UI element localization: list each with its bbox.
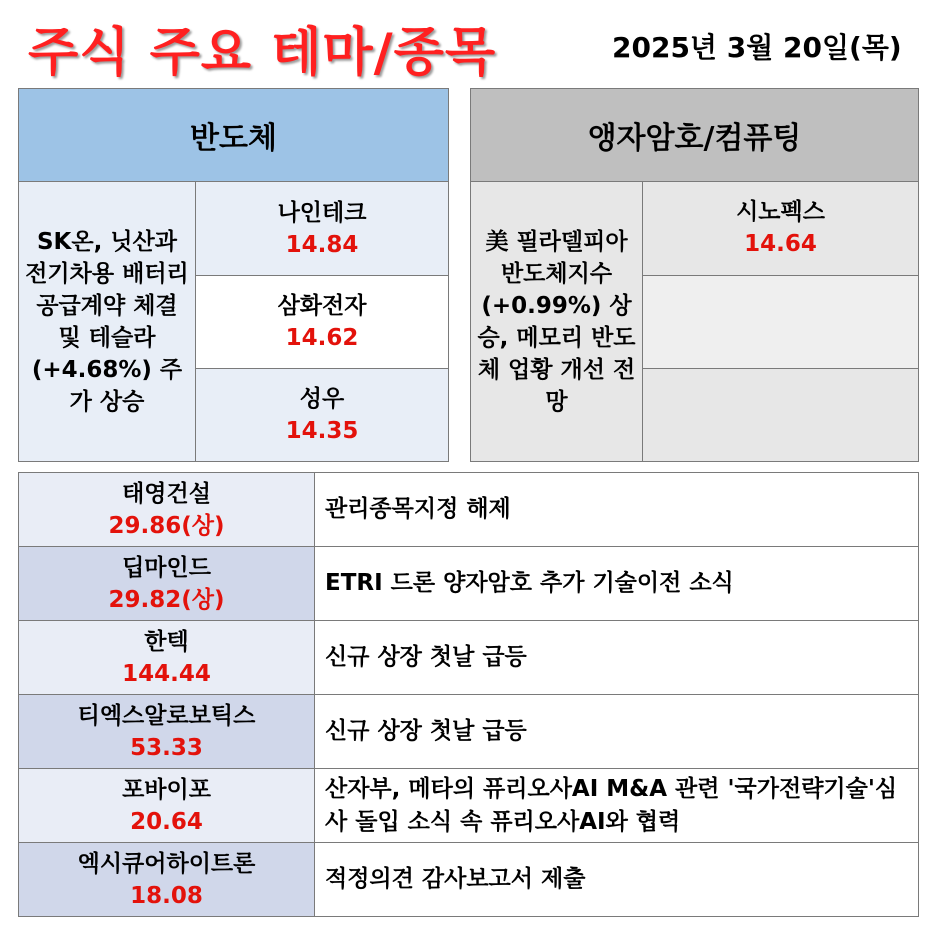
stock-name: 티엑스알로보틱스 xyxy=(77,702,256,729)
stock-change: 14.64 xyxy=(744,231,817,257)
stock-name: 태영건설 xyxy=(122,480,211,507)
stock-change: 20.64 xyxy=(130,808,203,835)
theme-stock-cell xyxy=(195,368,449,462)
row-reason-cell xyxy=(314,472,919,547)
stock-name: 한텍 xyxy=(144,628,189,655)
row-stock-cell xyxy=(18,620,315,695)
stock-change: 14.35 xyxy=(285,418,359,444)
empty-cell xyxy=(642,275,919,369)
stock-change: 14.62 xyxy=(285,325,359,351)
theme-description-quantum xyxy=(470,181,643,462)
theme-description-text: SK온, 닛산과 전기차용 배터리 공급계약 체결 및 테슬라(+4.68%) 주가 상승 xyxy=(25,228,189,415)
stock-change: 14.84 xyxy=(285,231,359,258)
row-stock-cell xyxy=(18,546,315,621)
stock-change: 53.33 xyxy=(130,734,203,761)
stock-change: 18.08 xyxy=(130,882,203,909)
stock-reason: 산자부, 메타의 퓨리오사AI M&A 관련 '국가전략기술'심사 돌입 소식 속 퓨리오사AI와 협력 xyxy=(325,775,898,835)
row-stock-cell xyxy=(18,842,315,917)
row-stock-cell xyxy=(18,768,315,843)
row-reason-cell xyxy=(314,694,919,769)
stock-name: 포바이포 xyxy=(122,776,211,803)
page-title: 주식 주요 테마/종목 xyxy=(28,23,497,83)
row-reason-cell xyxy=(314,768,919,843)
theme-stock-cell xyxy=(195,181,449,276)
stock-name: 삼화전자 xyxy=(277,293,367,319)
empty-cell xyxy=(642,368,919,462)
stock-change: 29.82(상) xyxy=(108,586,225,613)
stock-reason: 신규 상장 첫날 급등 xyxy=(325,644,527,670)
row-reason-cell xyxy=(314,546,919,621)
stock-reason: 신규 상장 첫날 급등 xyxy=(325,718,527,744)
stock-reason: 적정의견 감사보고서 제출 xyxy=(325,866,586,892)
stock-change: 144.44 xyxy=(122,660,211,687)
row-reason-cell xyxy=(314,842,919,917)
row-stock-cell xyxy=(18,472,315,547)
row-stock-cell xyxy=(18,694,315,769)
stock-name: 나인테크 xyxy=(277,199,367,226)
theme-description-semiconductor xyxy=(18,181,196,462)
stock-change: 29.86(상) xyxy=(108,512,225,539)
theme-stock-cell xyxy=(642,181,919,276)
page-date: 2025년 3월 20일(목) xyxy=(612,31,902,64)
row-reason-cell xyxy=(314,620,919,695)
stock-reason: 관리종목지정 해제 xyxy=(325,496,511,522)
theme-header-quantum: 앵자암호/컴퓨팅 xyxy=(470,88,919,182)
stock-name: 엑시큐어하이트론 xyxy=(77,850,256,877)
theme-stock-cell xyxy=(195,275,449,369)
theme-header-semiconductor: 반도체 xyxy=(18,88,449,182)
stock-reason: ETRI 드론 양자암호 추가 기술이전 소식 xyxy=(325,570,734,596)
stock-name: 시노펙스 xyxy=(736,199,825,225)
stock-name: 성우 xyxy=(299,386,345,412)
stock-name: 딥마인드 xyxy=(122,554,211,581)
theme-description-text: 美 필라델피아 반도체지수 (+0.99%) 상승, 메모리 반도체 업황 개선 전망 xyxy=(477,228,636,415)
